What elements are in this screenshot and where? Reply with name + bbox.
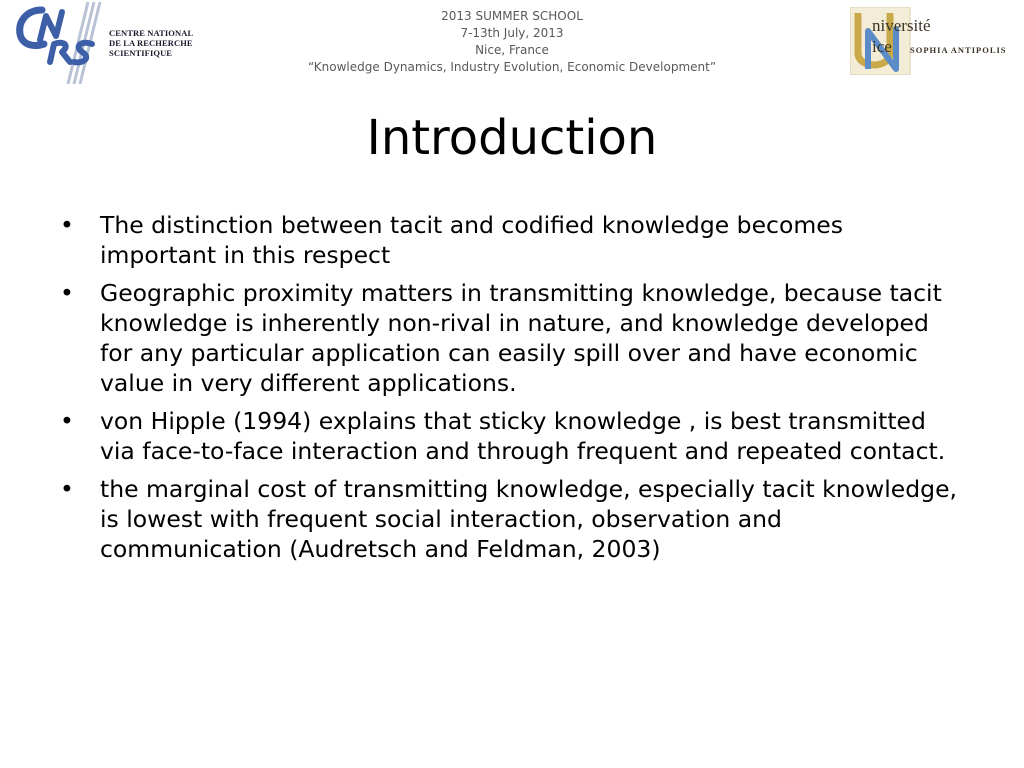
bullet-item [60, 210, 960, 270]
bullet-item [60, 278, 960, 398]
cnrs-line-3: SCIENTIFIQUE [109, 48, 173, 58]
bullet-item [60, 406, 960, 466]
event-name: 2013 SUMMER SCHOOL [441, 9, 583, 23]
university-logo [850, 7, 1020, 75]
bullet-dot-icon: • [60, 279, 74, 307]
bullet-text: von Hipple (1994) explains that sticky knowledge , is best transmitted via face-to-face interaction and through frequent and repeated contact. [100, 407, 946, 465]
bullet-dot-icon: • [60, 475, 74, 503]
event-theme: “Knowledge Dynamics, Industry Evolution, Economic Development” [307, 60, 717, 74]
bullet-dot-icon: • [60, 211, 74, 239]
bullet-text: the marginal cost of transmitting knowledge, especially tacit knowledge, is lowest with frequent social interaction, observation and communication (Audretsch and Feldman, 2003) [100, 475, 958, 563]
bullet-text: The distinction between tacit and codified knowledge becomes important in this respect [100, 211, 843, 269]
cnrs-wordmark [109, 28, 193, 58]
bullet-text: Geographic proximity matters in transmitting knowledge, because tacit knowledge is inherently non-rival in nature, and knowledge developed for any particular application can easily spill over and have economic value in very different applications. [100, 279, 942, 397]
event-location: Nice, France [475, 43, 549, 57]
cnrs-line-1: CENTRE NATIONAL [109, 28, 194, 38]
cnrs-logo [12, 0, 197, 84]
university-word: niversité [872, 16, 931, 35]
event-dates: 7-13th July, 2013 [460, 26, 564, 40]
cnrs-line-2: DE LA RECHERCHE [109, 38, 193, 48]
nice-word: ice [872, 37, 892, 56]
bullet-list [60, 210, 960, 572]
bullet-dot-icon: • [60, 407, 74, 435]
event-header [262, 8, 762, 76]
slide-title: Introduction [366, 110, 658, 166]
sophia-antipolis-text: SOPHIA ANTIPOLIS [910, 45, 1007, 55]
bullet-item [60, 474, 960, 564]
